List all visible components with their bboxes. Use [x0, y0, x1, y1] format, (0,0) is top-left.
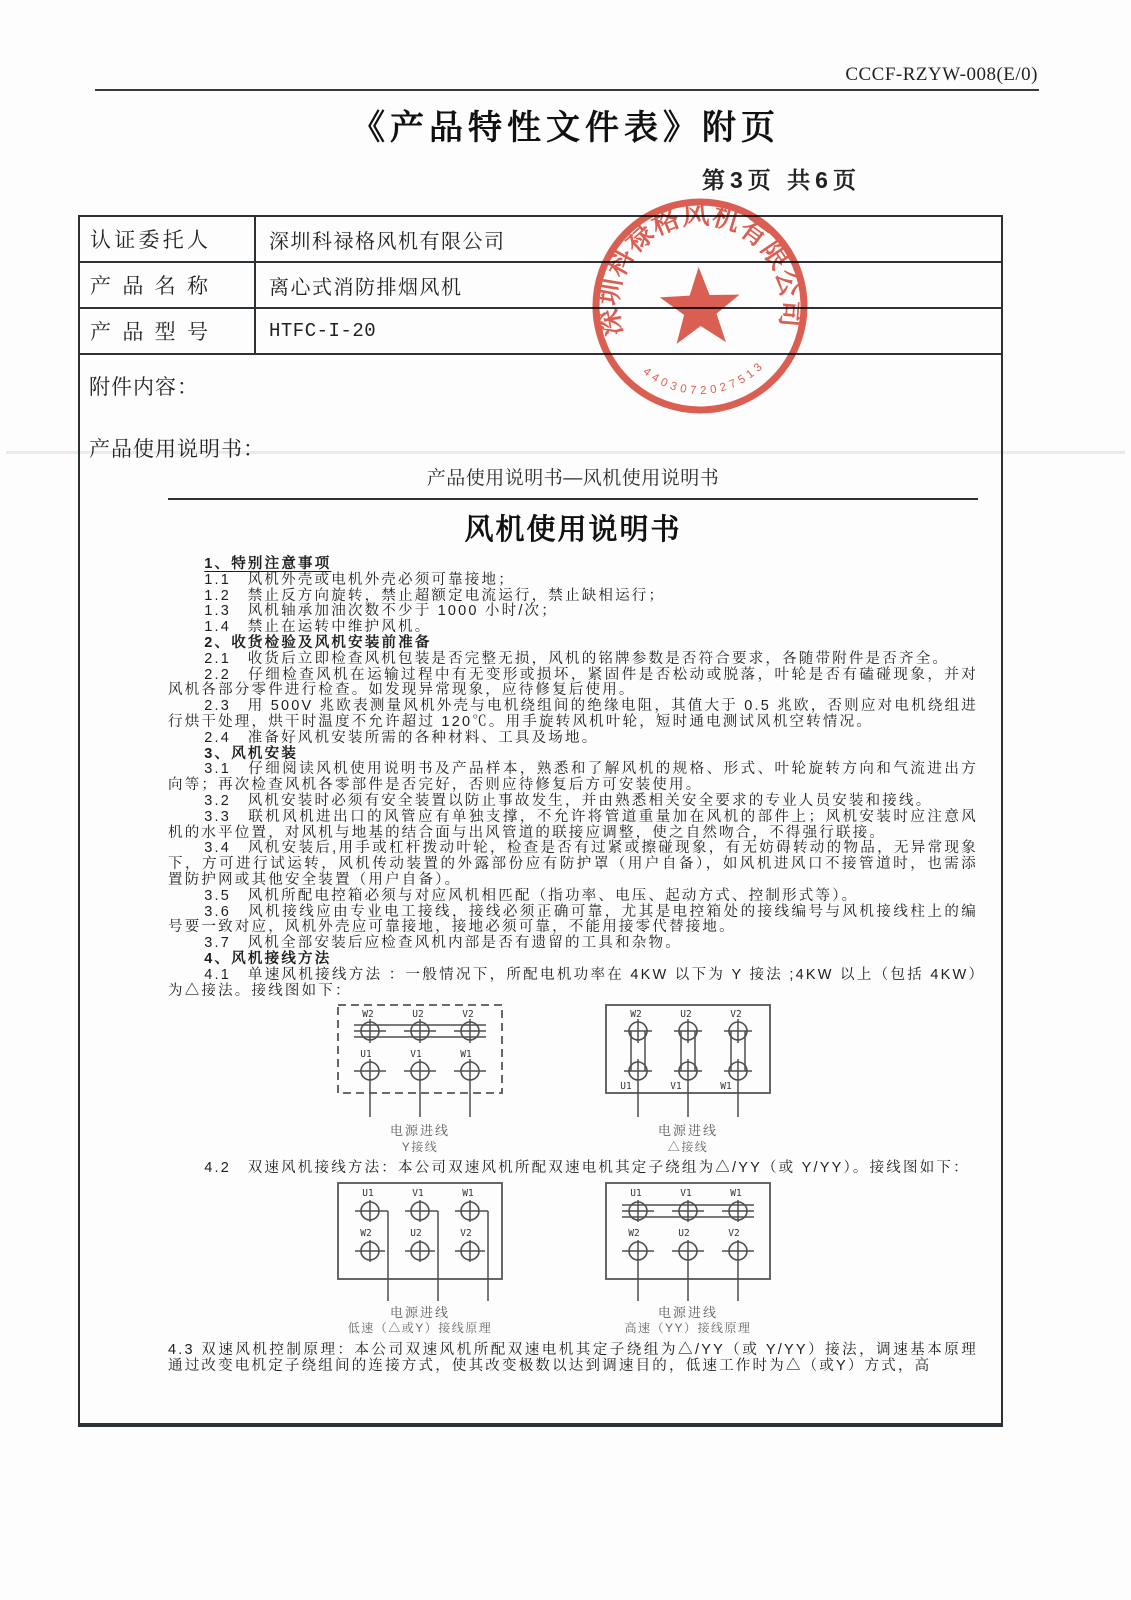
manual-text-line: 3.4 风机安装后,用手或杠杆拨动叶轮，检查是否有过紧或擦碰现象，有无妨碍转动的物品，无异常现象下，方可进行试运转，风机传动装置的外露部份应有防护罩（用户自备），如风机进风口不接管道时，也需添置防护网或其他安全装置（用户自备）。 — [168, 840, 978, 888]
terminal-label: V1 — [412, 1188, 424, 1200]
terminal-label: V2 — [460, 1228, 472, 1240]
terminal-label: U2 — [680, 1009, 692, 1021]
manual-document — [168, 463, 978, 1375]
attachment-label: 附件内容： — [89, 376, 199, 399]
single-speed-wiring-diagrams — [149, 1001, 959, 1157]
row-value: HTFC-I-20 — [269, 320, 377, 342]
seal-company-name: 深圳科禄格风机有限公司 — [593, 199, 807, 339]
manual-body — [168, 557, 978, 999]
terminal-label: V2 — [728, 1228, 740, 1240]
manual-text-line: 3.6 风机接线应由专业电工接线，接线必须正确可靠，尤其是电控箱处的接线编号与风机接线柱上的编号要一致对应，风机外壳应可靠接地，接地必须可靠，不能用接零代替接地。 — [168, 903, 978, 936]
manual-text-line: 4.1 单速风机接线方法 ：一般情况下，所配电机功率在 4KW 以下为 Y 接法 ;4KW 以上（包括 4KW）为△接法。接线图如下： — [168, 966, 978, 999]
row-label-text: 认证委托人 — [90, 229, 208, 252]
manual-text-line: 3.3 联机风机进出口的风管应有单独支撑，不允许将管道重量加在风机的部件上；风机安装时应注意风机的水平位置，对风机与地基的结合面与出风管道的联接应调整，使之自然吻合，不得强行联接。 — [168, 808, 978, 841]
diagram-caption: 高速（YY）接线原理 — [624, 1321, 752, 1336]
manual-text-line: 1、特别注意事项 — [204, 556, 332, 572]
diagram-caption: 电源进线 — [389, 1123, 451, 1139]
manual-text-line: 2.2 仔细检查风机在运输过程中有无变形或损坏，紧固件是否松动或脱落，叶轮是否有磕碰现象，并对风机各部分零件进行检查。如发现异常现象，应待修复后使用。 — [168, 666, 978, 699]
manual-divider — [168, 498, 978, 500]
manual-text-line: 4.3 双速风机控制原理：本公司双速风机所配双速电机其定子绕组为△/YY（或 Y/YY）接法，调速基本原理通过改变电机定子绕组间的连接方式，使其改变极数以达到调速目的，低速工作时为△（或Y）方式，高 — [168, 1342, 978, 1374]
row-value: 离心式消防排烟风机 — [269, 276, 463, 299]
seal-serial-number: 4403072027513 — [640, 361, 765, 398]
manual-text-line: 2.4 准备好风机安装所需的各种材料、工具及场地。 — [204, 729, 599, 746]
diagram-caption: 电源进线 — [389, 1305, 451, 1321]
terminal-label: W2 — [362, 1009, 374, 1021]
diagram-caption: 低速（△或Y）接线原理 — [347, 1321, 493, 1336]
diagram-caption: 电源进线 — [657, 1305, 719, 1321]
manual-text-line: 4.2 双速风机接线方法：本公司双速风机所配双速电机其定子绕组为△/YY（或 Y/YY）。接线图如下： — [204, 1160, 970, 1177]
row-label-text: 产品型号 — [90, 321, 208, 344]
row-label — [80, 309, 256, 353]
page-title: 《产品特性文件表》附页 — [351, 109, 780, 147]
terminal-label: U2 — [410, 1228, 422, 1240]
terminal-label: V1 — [410, 1049, 422, 1061]
row-label-text: 产品名称 — [90, 275, 208, 298]
terminal-label: V2 — [730, 1009, 742, 1021]
terminal-label: U1 — [362, 1188, 374, 1200]
manual-text-line: 1.1 风机外壳或电机外壳必须可靠接地； — [204, 571, 515, 588]
row-label — [80, 217, 256, 261]
manual-text-line: 2.1 收货后立即检查风机包装是否完整无损，风机的铭牌参数是否符合要求，各随带附件是否齐全。 — [204, 650, 950, 667]
terminal-label: U2 — [678, 1228, 690, 1240]
terminal-label: U1 — [360, 1049, 372, 1061]
terminal-label: W1 — [730, 1188, 742, 1200]
manual-text-line: 1.3 风机轴承加油次数不少于 1000 小时/次； — [204, 603, 558, 620]
terminal-label: V2 — [462, 1009, 474, 1021]
terminal-label: W1 — [720, 1081, 732, 1093]
header-rule — [95, 89, 1039, 91]
terminal-label: V1 — [670, 1081, 682, 1093]
diagram-caption: 电源进线 — [657, 1123, 719, 1139]
manual-text-line: 3.1 仔细阅读风机使用说明书及产品样本，熟悉和了解风机的规格、形式、叶轮旋转方向和气流进出方向等；再次检查风机各零部件是否完好，否则应待修复后方可安装使用。 — [168, 761, 978, 794]
terminal-label: V1 — [680, 1188, 692, 1200]
terminal-label: U2 — [412, 1009, 424, 1021]
terminal-label: W1 — [460, 1049, 472, 1061]
document-code: CCCF-RZYW-008(E/0) — [845, 64, 1038, 85]
terminal-label: W2 — [360, 1228, 372, 1240]
wiring-diagram-y-connection — [334, 1001, 506, 1157]
wiring-diagram-low-speed — [334, 1179, 506, 1335]
manual-subtitle: 产品使用说明书—风机使用说明书 — [426, 468, 720, 489]
diagram-caption: Y接线 — [401, 1140, 439, 1155]
table-row — [80, 217, 1001, 263]
product-info-table — [78, 215, 1003, 1427]
table-row — [80, 263, 1001, 309]
manual-text-line: 3.5 风机所配电控箱必须与对应风机相匹配（指功率、电压、起动方式、控制形式等）。 — [204, 887, 859, 904]
manual-text-line: 1.4 禁止在运转中维护风机。 — [204, 619, 432, 636]
wiring-diagram-high-speed — [602, 1179, 774, 1335]
row-label — [80, 263, 256, 307]
page-number: 第3页 共6页 — [702, 167, 861, 193]
terminal-label: W2 — [628, 1228, 640, 1240]
diagram-caption: △接线 — [667, 1140, 709, 1155]
manual-text-line: 3.2 风机安装时必须有安全装置以防止事故发生，并由熟悉相关安全要求的专业人员安装和接线。 — [204, 792, 933, 809]
manual-text-line: 3、风机安装 — [204, 745, 299, 762]
table-row — [80, 309, 1001, 355]
terminal-label: W2 — [630, 1009, 642, 1021]
row-value: 深圳科禄格风机有限公司 — [269, 230, 506, 253]
terminal-label: U1 — [620, 1081, 632, 1093]
manual-text-line: 4、风机接线方法 — [204, 950, 332, 967]
manual-text-line: 2、收货检验及风机安装前准备 — [204, 634, 432, 651]
wiring-diagram-delta-connection — [602, 1001, 774, 1157]
dual-speed-wiring-diagrams — [149, 1179, 959, 1335]
terminal-label: W1 — [462, 1188, 474, 1200]
manual-text-line: 2.3 用 500V 兆欧表测量风机外壳与电机绕组间的绝缘电阻，其值大于 0.5 兆欧，否则应对电机绕组进行烘干处理，烘干时温度不允许超过 120℃。用手旋转风机叶轮，短时通电测试风机空转情况。 — [168, 698, 978, 730]
manual-section-label: 产品使用说明书： — [89, 438, 265, 461]
manual-text-line: 3.7 风机全部安装后应检查风机内部是否有遗留的工具和杂物。 — [204, 935, 682, 952]
terminal-label: U1 — [630, 1188, 642, 1200]
manual-text-line: 1.2 禁止反方向旋转，禁止超额定电流运行，禁止缺相运行； — [204, 587, 666, 604]
manual-title: 风机使用说明书 — [464, 514, 682, 546]
